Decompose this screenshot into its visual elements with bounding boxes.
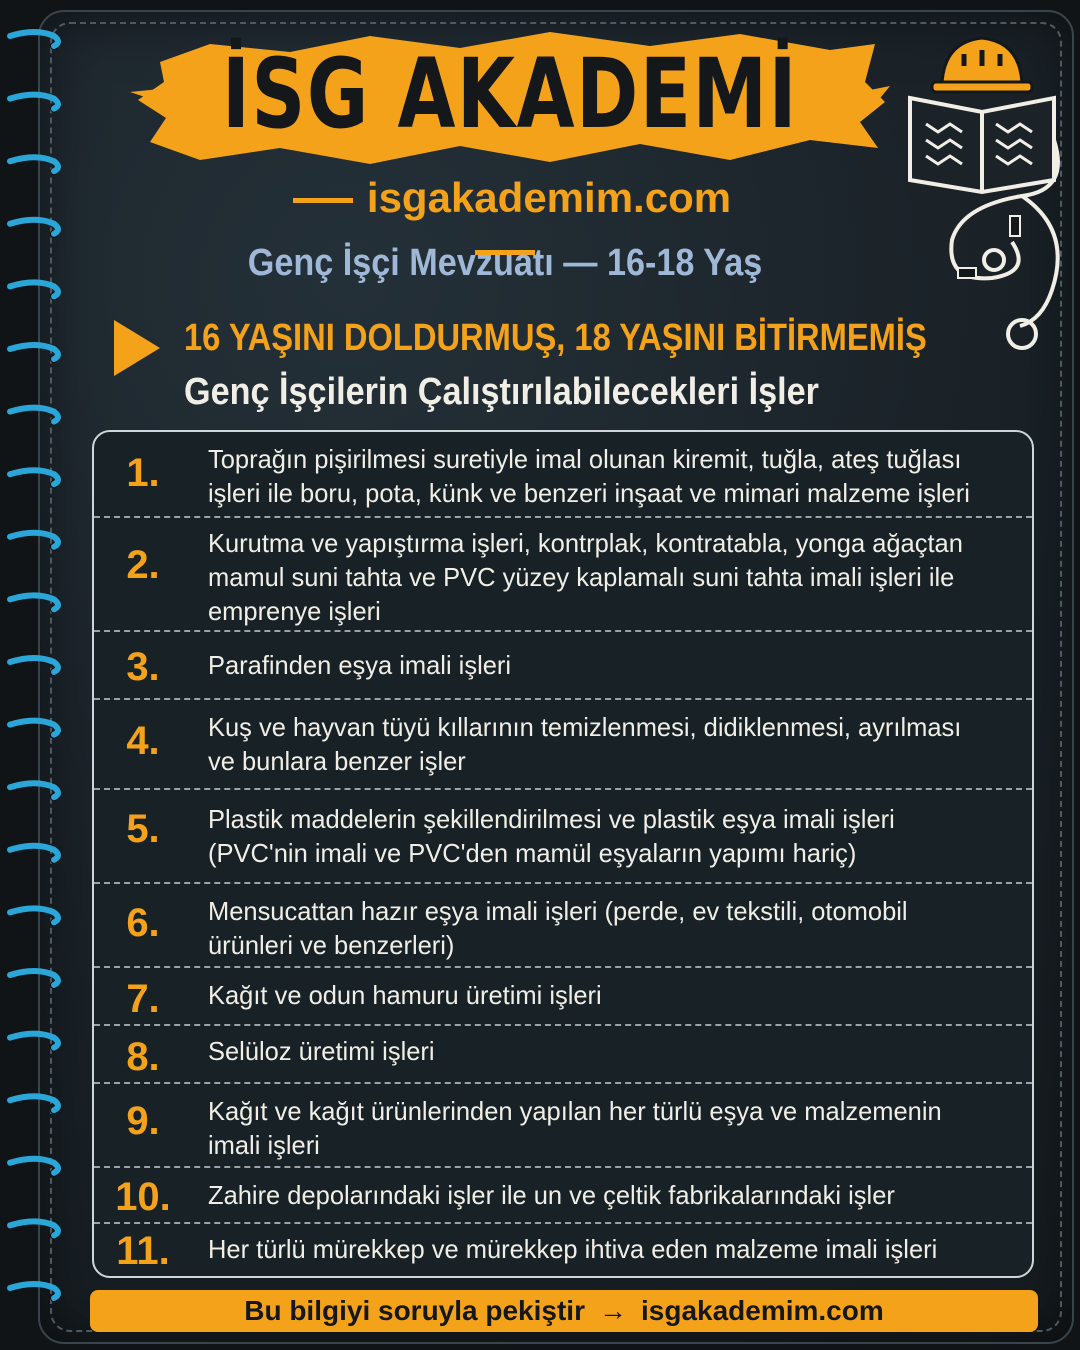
- item-text: Her türlü mürekkep ve mürekkep ihtiva eden malzeme imali işleri: [208, 1234, 938, 1264]
- spiral-binding: [6, 20, 68, 1340]
- item-text: Mensucattan hazır eşya imali işleri (perde, ev tekstili, otomobil ürünleri ve benzerleri): [208, 896, 908, 960]
- spiral-ring: [10, 95, 58, 113]
- list-item: [94, 432, 1032, 518]
- item-number: 4.: [126, 719, 160, 763]
- item-number: 6.: [126, 901, 160, 945]
- section-heading-title: Genç İşçilerin Çalıştırılabilecekleri İşler: [184, 371, 819, 413]
- spiral-ring: [10, 658, 58, 676]
- list-item: [94, 968, 1032, 1026]
- item-number: 7.: [126, 977, 160, 1021]
- list-item: [94, 790, 1032, 884]
- item-text: Plastik maddelerin şekillendirilmesi ve plastik eşya imali işleri (PVC'nin imali ve PVC'den mamül eşyaların yapımı hariç): [208, 804, 895, 868]
- spiral-ring: [10, 783, 58, 801]
- list-item: [94, 632, 1032, 700]
- spiral-ring: [10, 721, 58, 739]
- list-item: [94, 700, 1032, 790]
- dash-left: [293, 198, 353, 203]
- title-banner: [130, 22, 890, 172]
- list-item: [94, 1224, 1032, 1276]
- spiral-ring: [10, 533, 58, 551]
- spiral-ring: [10, 1159, 58, 1177]
- item-number: 9.: [126, 1099, 160, 1143]
- spiral-ring: [10, 1034, 58, 1052]
- list-item: [94, 518, 1032, 632]
- item-text: Kağıt ve kağıt ürünlerinden yapılan her türlü eşya ve malzemenin imali işleri: [208, 1096, 942, 1160]
- brand-title: İSG AKADEMİ: [221, 38, 799, 150]
- hardhat-book-icon: [892, 20, 1072, 350]
- list-item: [94, 1026, 1032, 1084]
- spiral-ring: [10, 1221, 58, 1239]
- play-triangle-icon: [112, 318, 162, 378]
- item-text: Kuş ve hayvan tüyü kıllarının temizlenmesi, didiklenmesi, ayrılması ve bunlara benzer işler: [208, 712, 962, 776]
- jobs-list: [92, 430, 1034, 1278]
- item-text: Toprağın pişirilmesi suretiyle imal olunan kiremit, tuğla, ateş tuğlası işleri ile boru, pota, künk ve benzeri inşaat ve mimari malzeme işleri: [208, 444, 970, 508]
- item-text: Parafinden eşya imali işleri: [208, 650, 512, 680]
- arrow-right-icon: →: [598, 1295, 627, 1326]
- spiral-ring: [10, 1284, 58, 1302]
- footer-cta-text: Bu bilgiyi soruyla pekiştir: [244, 1295, 585, 1326]
- list-item: [94, 1168, 1032, 1224]
- spiral-ring: [10, 32, 58, 50]
- item-number: 2.: [126, 543, 160, 587]
- spiral-ring: [10, 470, 58, 488]
- section-heading-age: 16 YAŞINI DOLDURMUŞ, 18 YAŞINI BİTİRMEMİŞ: [184, 317, 927, 359]
- spiral-ring: [10, 595, 58, 613]
- item-text: Selüloz üretimi işleri: [208, 1036, 435, 1066]
- spiral-ring: [10, 345, 58, 363]
- list-item: [94, 1084, 1032, 1168]
- spiral-ring: [10, 282, 58, 300]
- item-number: 10.: [115, 1175, 171, 1219]
- spiral-ring: [10, 971, 58, 989]
- spiral-ring: [10, 408, 58, 426]
- item-text: Kurutma ve yapıştırma işleri, kontrplak, kontratabla, yonga ağaçtan mamul suni tahta ve PVC yüzey kaplamalı suni tahta imali işleri ile emprenye işleri: [208, 528, 963, 626]
- item-number: 11.: [116, 1229, 170, 1273]
- spiral-ring: [10, 1096, 58, 1114]
- list-item: [94, 884, 1032, 968]
- spiral-ring: [10, 908, 58, 926]
- spiral-ring: [10, 846, 58, 864]
- page-subtitle: Genç İşçi Mevzuatı — 16-18 Yaş: [247, 242, 763, 284]
- item-number: 1.: [126, 451, 160, 495]
- spiral-ring: [10, 157, 58, 175]
- item-text: Zahire depolarındaki işler ile un ve çeltik fabrikalarındaki işler: [208, 1180, 895, 1210]
- spiral-ring: [10, 220, 58, 238]
- item-number: 8.: [126, 1035, 160, 1079]
- item-text: Kağıt ve odun hamuru üretimi işleri: [208, 980, 602, 1010]
- website-text: isgakademim.com: [366, 174, 732, 221]
- footer-cta-bar[interactable]: [90, 1290, 1038, 1332]
- item-number: 3.: [126, 645, 160, 689]
- footer-website[interactable]: isgakademim.com: [640, 1295, 884, 1326]
- item-number: 5.: [126, 807, 160, 851]
